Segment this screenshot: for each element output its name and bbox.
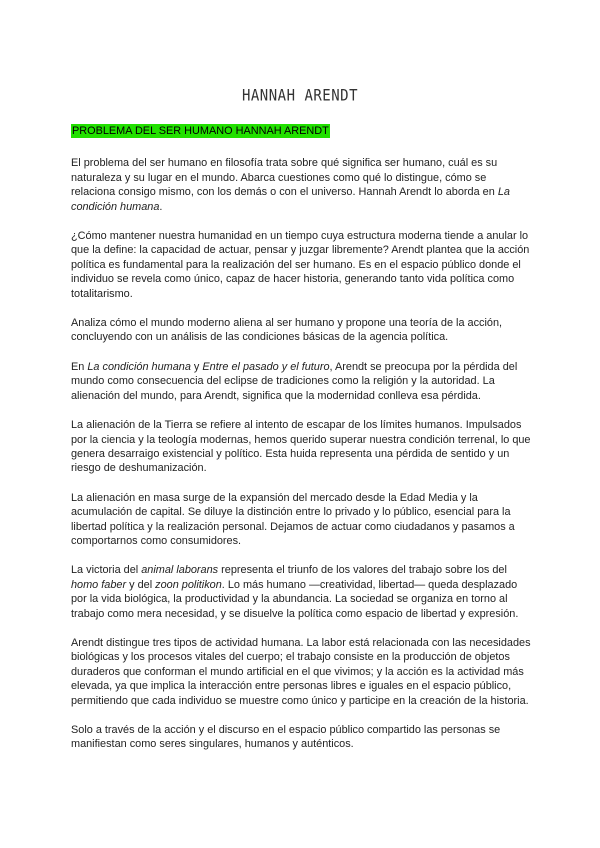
paragraph-8: Arendt distingue tres tipos de actividad humana. La labor está relacionada con las necesidades biológicas y los procesos vitales del cuerpo; el trabajo consiste en la producción de objetos duraderos que conforman el mundo artificial en el que vivimos; y la acción es la actividad más elevada, ya que implica la interacción entre personas libres e iguales en el espacio público, permitiendo que cada individuo se muestre como único y participe en la creación de la historia. bbox=[71, 636, 531, 707]
paragraph-2: ¿Cómo mantener nuestra humanidad en un tiempo cuya estructura moderna tiende a anular lo que la define: la capacidad de actuar, pensar y juzgar libremente? Arendt plantea que la acción política es fundamental para la realización del ser humano. Es en el espacio público donde el individuo se revela como único, capaz de hacer historia, generando tanto vida política como totalitarismo. bbox=[71, 230, 530, 300]
paragraph-text: , Arendt se preocupa por la pérdida del mundo como consecuencia del eclipse de tradiciones como la religión y la autoridad. La alienación del mundo, para Arendt, significa que la modernidad conlleva esa pérdida. bbox=[71, 360, 518, 402]
paragraph-4 bbox=[71, 360, 531, 403]
paragraph-3: Analiza cómo el mundo moderno aliena al ser humano y propone una teoría de la acción, concluyendo con un análisis de las condiciones básicas de la agencia política. bbox=[71, 317, 503, 344]
book-title: La condición humana bbox=[71, 186, 510, 213]
paragraph-5: La alienación de la Tierra se refiere al intento de escapar de los límites humanos. Impulsados por la ciencia y la teología modernas, hemos querido superar nuestra condición terrenal, lo que genera desarraigo existencial y político. Esta huida representa una pérdida de sentido y un riesgo de deshumanización. bbox=[71, 419, 531, 475]
section-heading: PROBLEMA DEL SER HUMANO HANNAH ARENDT bbox=[72, 125, 329, 137]
italic-term: homo faber bbox=[71, 578, 127, 591]
paragraph-text: . Lo más humano —creatividad, libertad— queda desplazado por la vida biológica, la productividad y la abundancia. La sociedad se organiza en torno al trabajo como mera necesidad, y se disuelve la política como espacio de libertad y expresión. bbox=[71, 578, 519, 620]
paragraph-text: y del bbox=[126, 578, 156, 591]
paragraph-1 bbox=[71, 156, 531, 214]
paragraph-text: En bbox=[71, 360, 88, 373]
paragraph-6: La alienación en masa surge de la expansión del mercado desde la Edad Media y la acumulación de capital. Se diluye la distinción entre lo privado y lo público, esencial para la libertad política y la realización personal. Dejamos de actuar como ciudadanos y pasamos a comportarnos como consumidores. bbox=[71, 491, 515, 547]
paragraph-9: Solo a través de la acción y el discurso en el espacio público compartido las personas se manifiestan como seres singulares, humanos y auténticos. bbox=[71, 724, 501, 751]
italic-term: zoon politikon bbox=[155, 578, 222, 591]
book-title: Entre el pasado y el futuro bbox=[202, 360, 330, 373]
paragraph-7 bbox=[71, 563, 531, 621]
paragraph-text: La victoria del bbox=[71, 564, 142, 577]
paragraph-text: El problema del ser humano en filosofía trata sobre qué significa ser humano, cuál es su naturaleza y su lugar en el mundo. Abarca cuestiones como qué lo distingue, cómo se relaciona consigo mismo, con los demás o con el universo. Hannah Arendt lo aborda en bbox=[71, 157, 498, 199]
document-body bbox=[71, 124, 531, 767]
paragraph-text: . bbox=[159, 200, 163, 213]
paragraph-text: y bbox=[190, 360, 203, 373]
document-title: HANNAH ARENDT bbox=[241, 86, 359, 106]
italic-term: animal laborans bbox=[141, 564, 219, 577]
paragraph-text: representa el triunfo de los valores del trabajo sobre los del bbox=[218, 564, 507, 577]
book-title: La condición humana bbox=[87, 360, 191, 373]
